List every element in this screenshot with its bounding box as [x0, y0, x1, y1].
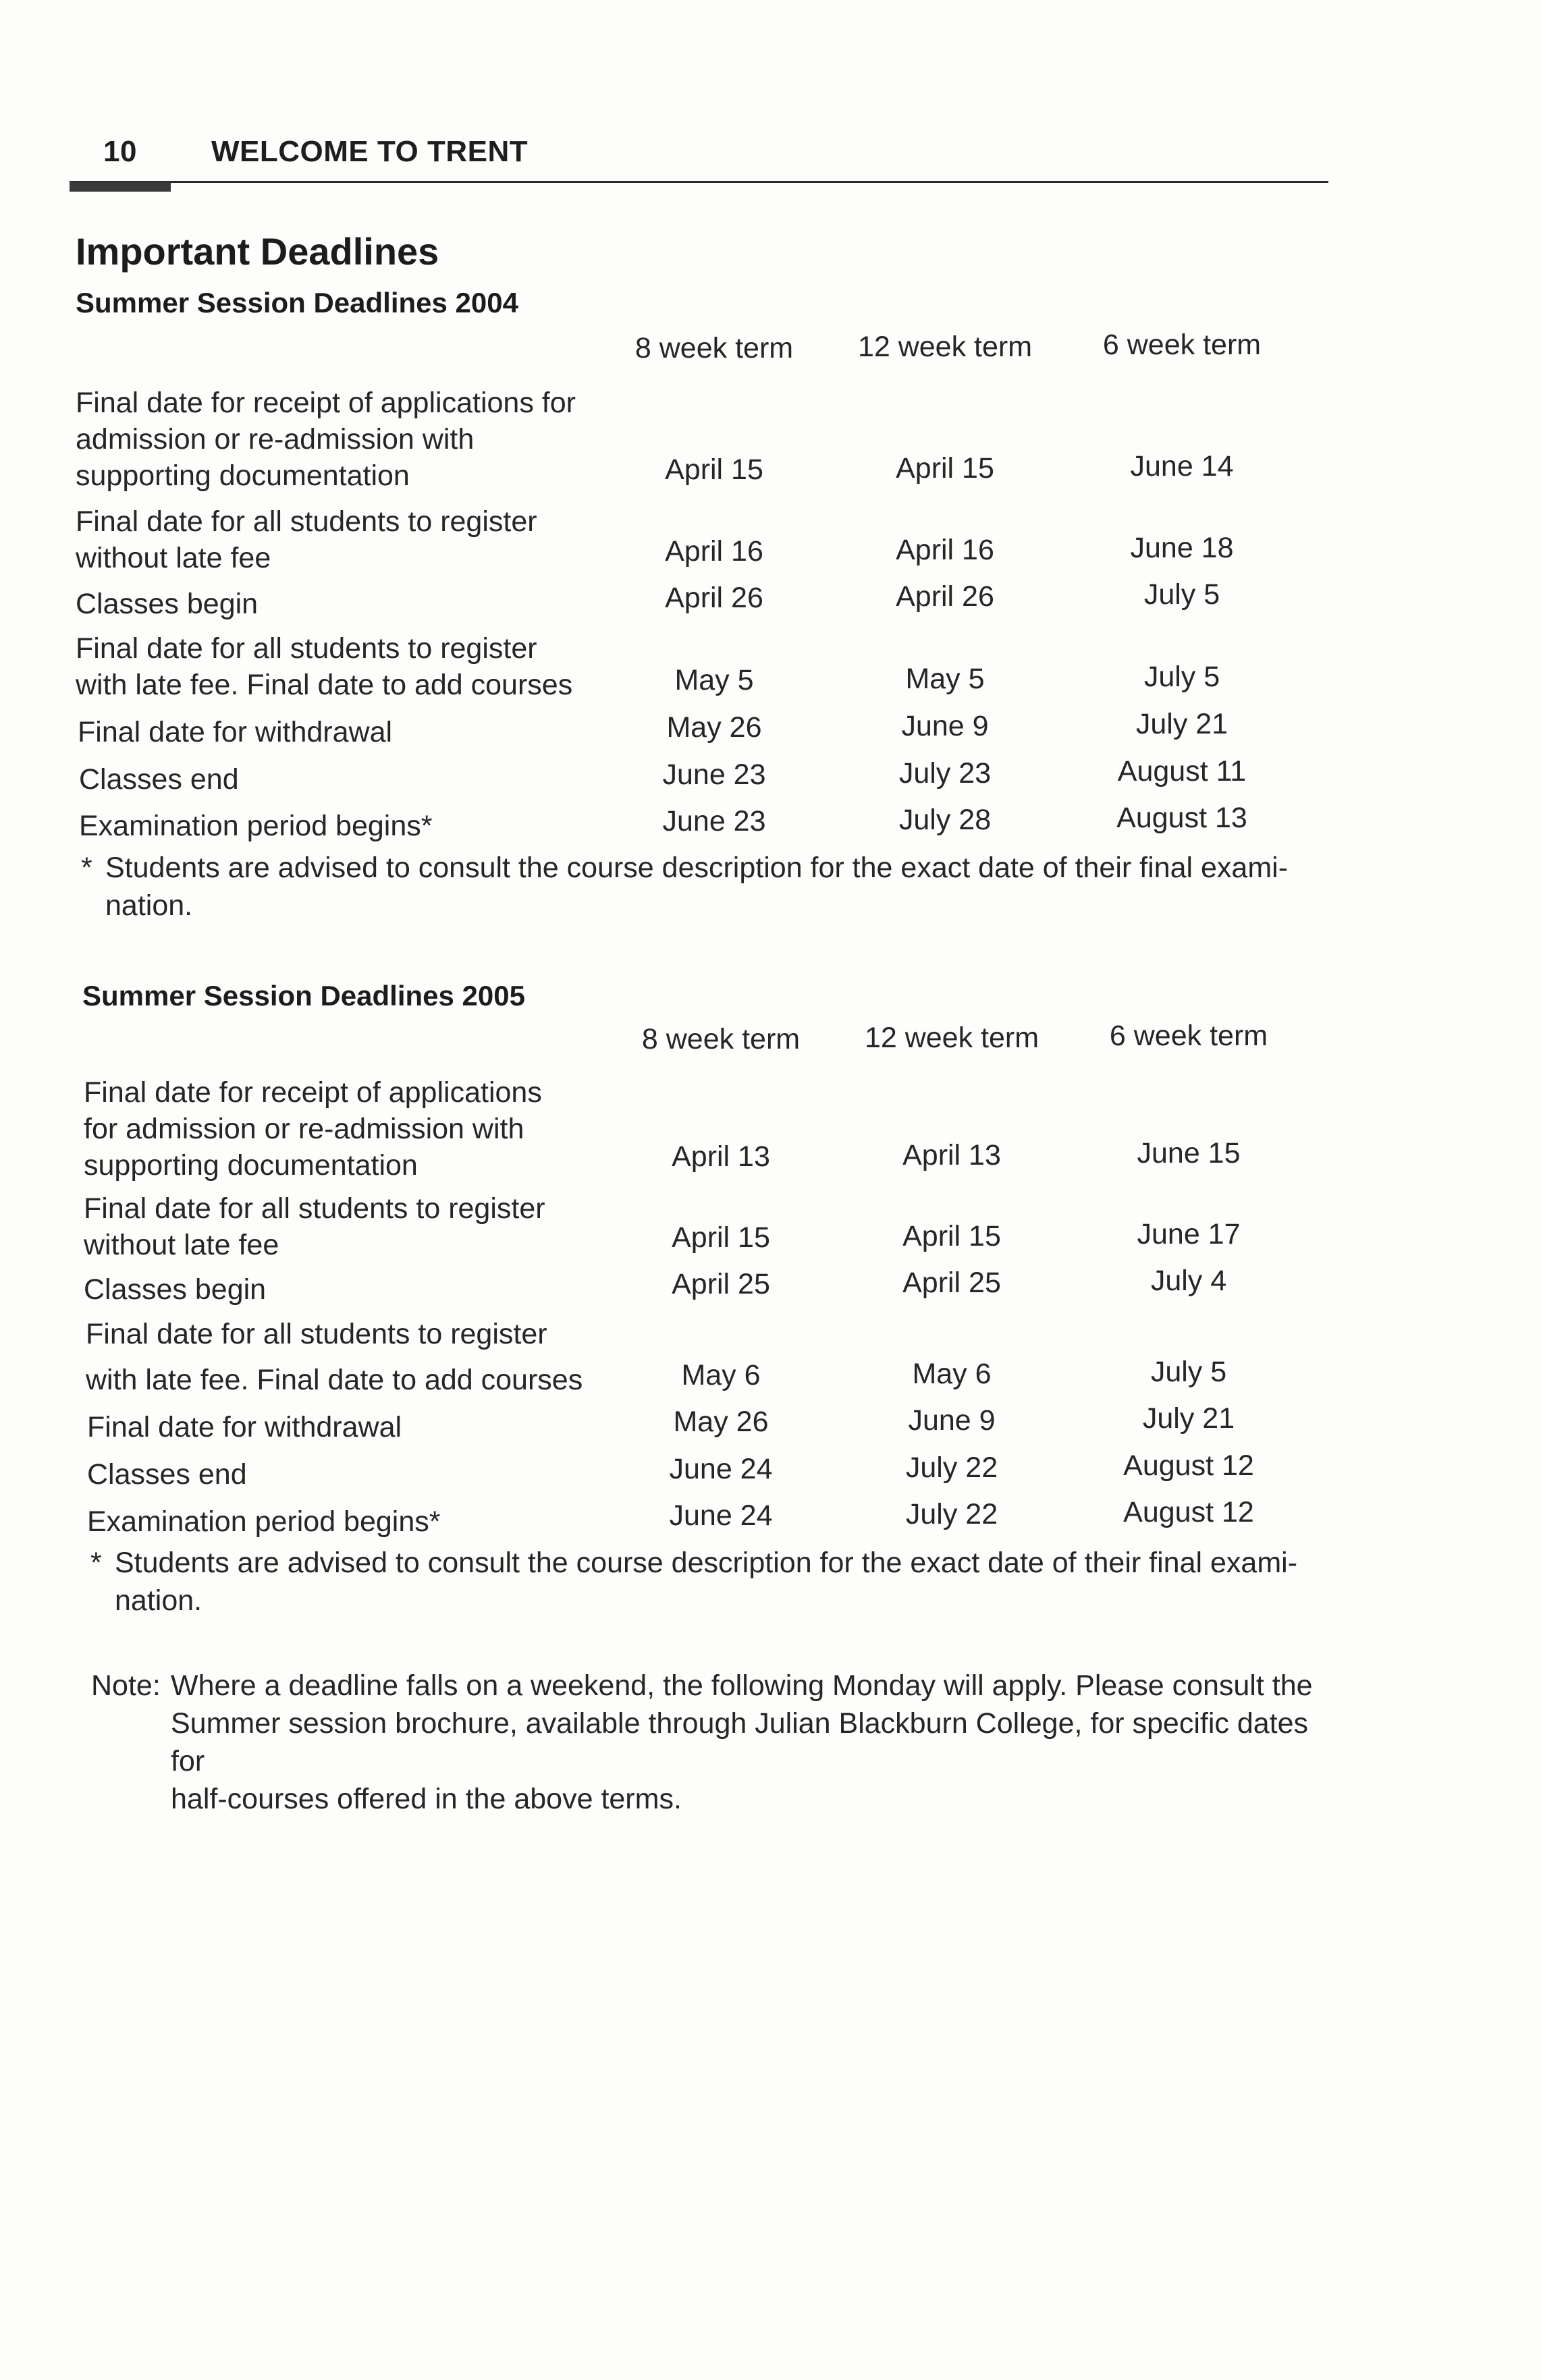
section-heading-2004: Summer Session Deadlines 2004: [76, 287, 518, 319]
footnote-2005: [90, 1544, 1305, 1620]
cell-value: June 9: [908, 1404, 996, 1437]
row-label-classes-begin: [84, 1271, 664, 1308]
page-number: 10: [103, 135, 137, 168]
label-line: supporting documentation: [76, 460, 410, 492]
label-line: for admission or re-admission with: [84, 1113, 524, 1145]
running-title: WELCOME TO TRENT: [211, 135, 529, 168]
row-label-register-no-late-fee: [76, 503, 656, 576]
cell-value: April 26: [896, 580, 994, 613]
row-label-withdrawal: [78, 714, 658, 750]
row-label-withdrawal: [87, 1409, 668, 1445]
cell-value: May 6: [912, 1358, 992, 1390]
label-line: Final date for all students to register: [86, 1318, 547, 1350]
label-line: supporting documentation: [84, 1149, 418, 1182]
label-line: Examination period begins*: [87, 1505, 441, 1538]
note-line: Where a deadline falls on a weekend, the following Monday will apply. Please consult the: [171, 1669, 1313, 1702]
cell-value: June 23: [662, 805, 766, 837]
page-title: Important Deadlines: [76, 230, 439, 273]
cell-value: July 4: [1150, 1265, 1227, 1297]
note-line: half-courses offered in the above terms.: [171, 1783, 682, 1815]
label-line: Final date for withdrawal: [87, 1411, 402, 1443]
cell-value: April 13: [902, 1139, 1001, 1171]
row-label-register-no-late-fee: [84, 1190, 664, 1263]
cell-value: April 26: [665, 582, 763, 614]
label-line: with late fee. Final date to add courses: [86, 1364, 583, 1396]
label-line: without late fee: [76, 542, 271, 574]
cell-value: August 13: [1116, 802, 1247, 834]
col-header-8-week: 8 week term: [641, 1023, 801, 1055]
label-line: Final date for all students to register: [76, 632, 537, 665]
cell-value: June 14: [1130, 450, 1234, 482]
row-label-exam-period: [87, 1503, 668, 1540]
label-line: Final date for receipt of applications for: [76, 387, 576, 419]
cell-value: June 15: [1137, 1137, 1241, 1169]
cell-value: April 15: [665, 453, 763, 486]
cell-value: April 15: [672, 1221, 770, 1254]
cell-value: April 15: [896, 452, 994, 485]
row-label-exam-period: [79, 808, 659, 844]
label-line: Final date for withdrawal: [78, 716, 393, 748]
cell-value: April 15: [902, 1220, 1001, 1252]
cell-value: July 28: [898, 804, 992, 836]
label-line: Classes end: [79, 763, 239, 796]
cell-value: April 13: [672, 1140, 770, 1173]
cell-value: July 23: [898, 757, 992, 790]
label-line: Classes begin: [84, 1273, 267, 1306]
cell-value: July 5: [1143, 578, 1220, 611]
footnote-line: Students are advised to consult the course description for the exact date of their final exami-: [105, 852, 1289, 884]
cell-value: June 9: [901, 710, 989, 742]
cell-value: July 22: [905, 1451, 998, 1484]
footnote-2004: [81, 849, 1296, 924]
label-line: Final date for all students to register: [84, 1192, 545, 1225]
header-rule-accent: [70, 182, 171, 192]
cell-value: May 5: [674, 664, 754, 696]
row-label-classes-end: [87, 1456, 668, 1493]
note-line: Summer session brochure, available through Julian Blackburn College, for specific dates for: [171, 1707, 1309, 1777]
col-header-6-week: 6 week term: [1102, 329, 1262, 361]
footnote-line: nation.: [115, 1584, 202, 1617]
cell-value: June 18: [1130, 532, 1234, 564]
cell-value: May 6: [681, 1359, 761, 1391]
cell-value: April 25: [672, 1268, 770, 1300]
header-rule: [70, 181, 1328, 183]
col-header-12-week: 12 week term: [864, 1022, 1039, 1054]
cell-value: August 12: [1123, 1449, 1254, 1482]
cell-value: April 16: [896, 534, 994, 566]
cell-value: May 26: [673, 1406, 769, 1438]
cell-value: July 21: [1135, 708, 1228, 740]
label-line: Classes begin: [76, 588, 259, 620]
cell-value: July 5: [1150, 1356, 1227, 1388]
label-line: Examination period begins*: [79, 810, 433, 842]
col-header-6-week: 6 week term: [1109, 1020, 1268, 1052]
cell-value: June 17: [1137, 1218, 1241, 1250]
cell-value: June 24: [669, 1453, 773, 1485]
note-body: [171, 1667, 1345, 1818]
label-line: Final date for all students to register: [76, 505, 537, 538]
cell-value: May 26: [666, 711, 762, 744]
row-label-classes-begin: [76, 586, 656, 622]
running-header: [103, 135, 528, 169]
label-line: Final date for receipt of applications: [84, 1076, 542, 1109]
row-label-register-late-fee: [76, 630, 656, 703]
label-line: Classes end: [87, 1458, 247, 1491]
cell-value: July 22: [905, 1498, 998, 1530]
footnote-marker: *: [90, 1547, 102, 1579]
col-header-8-week: 8 week term: [634, 332, 794, 364]
footnote-line: Students are advised to consult the course description for the exact date of their final exami-: [115, 1547, 1298, 1579]
row-label-applications: [84, 1074, 664, 1184]
cell-value: April 16: [665, 535, 763, 568]
cell-value: July 21: [1142, 1402, 1235, 1435]
label-line: with late fee. Final date to add courses: [76, 669, 573, 701]
section-heading-2005: Summer Session Deadlines 2005: [82, 980, 525, 1012]
col-header-12-week: 12 week term: [857, 331, 1033, 363]
note-label: Note:: [91, 1669, 161, 1702]
cell-value: April 25: [902, 1267, 1001, 1299]
cell-value: June 24: [669, 1499, 773, 1532]
row-label-applications: [76, 385, 656, 494]
cell-value: July 5: [1143, 661, 1220, 693]
label-line: without late fee: [84, 1229, 279, 1261]
footnote-marker: *: [81, 852, 92, 884]
label-line: admission or re-admission with: [76, 423, 475, 455]
footnote-line: nation.: [105, 889, 193, 922]
row-label-register-late-fee: [86, 1316, 666, 1398]
cell-value: May 5: [905, 663, 985, 695]
cell-value: August 11: [1117, 755, 1247, 787]
cell-value: June 23: [662, 758, 766, 791]
row-label-classes-end: [79, 761, 659, 798]
cell-value: August 12: [1123, 1496, 1254, 1528]
